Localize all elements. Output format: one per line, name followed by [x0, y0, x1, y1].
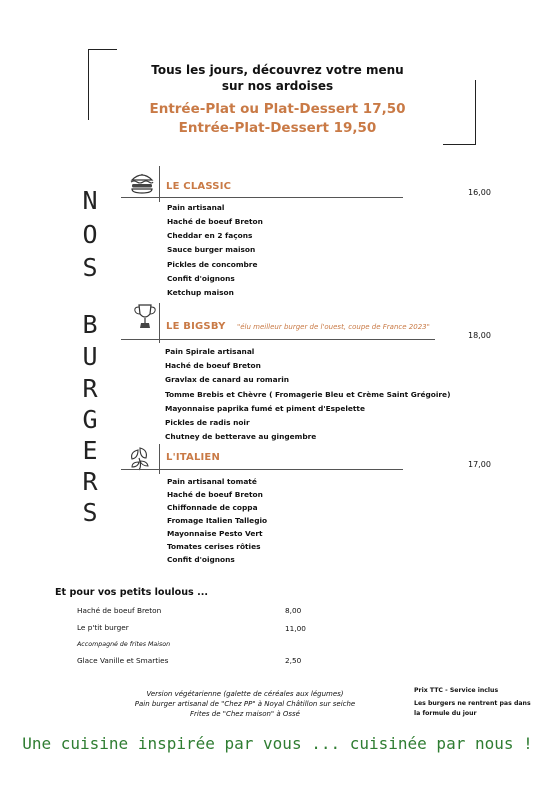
menu-item: Haché de boeuf Breton [167, 217, 263, 226]
price-info: Prix TTC - Service inclus [414, 687, 499, 694]
section-divider-vertical [159, 303, 160, 343]
menu-item: Mayonnaise Pesto Vert [167, 529, 263, 538]
footer-note-fries: Frites de "Chez maison" à Ossé [190, 710, 300, 718]
menu-item: Chutney de betterave au gingembre [165, 432, 317, 441]
vertical-title-letter: E [82, 436, 98, 465]
section-divider [121, 197, 403, 198]
kids-item-price: 11,00 [285, 624, 306, 633]
vertical-title-letter: S [82, 253, 98, 282]
footer-note-bread: Pain burger artisanal de "Chez PP" à Noyal Châtillon sur seiche [134, 700, 356, 708]
section-price: 17,00 [468, 460, 491, 469]
vertical-title-letter: B [82, 310, 98, 339]
footer-note-vegetarian: Version végétarienne (galette de céréales aux légumes) [146, 690, 344, 698]
menu-item: Ketchup maison [167, 288, 234, 297]
section-price: 18,00 [468, 331, 491, 340]
menu-item: Fromage Italien Tallegio [167, 516, 268, 525]
slogan: Une cuisine inspirée par vous ... cuisinée par nous ! [22, 734, 533, 753]
menu-item: Gravlax de canard au romarin [165, 375, 290, 384]
menu-item: Confit d'oignons [167, 555, 235, 564]
menu-item: Cheddar en 2 façons [167, 231, 253, 240]
menu-item: Haché de boeuf Breton [165, 361, 261, 370]
kids-item-label: Le p'tit burger [77, 623, 129, 632]
offer-line-2: Entrée-Plat-Dessert 19,50 [178, 120, 377, 136]
vertical-title-letter: R [82, 467, 98, 496]
burger-icon [128, 168, 156, 196]
vertical-title-letter: S [82, 498, 98, 527]
kids-item-price: 2,50 [285, 656, 302, 665]
menu-item: Pain artisanal [167, 203, 225, 212]
menu-item: Chiffonnade de coppa [167, 503, 258, 512]
vertical-title-letter: G [82, 405, 98, 434]
menu-item: Confit d'oignons [167, 274, 235, 283]
trophy-icon [132, 302, 160, 330]
vertical-title-letter: R [82, 374, 98, 403]
section-title: L'ITALIEN [166, 452, 221, 463]
section-tagline: "élu meilleur burger de l'ouest, coupe de France 2023" [237, 323, 430, 331]
section-title: LE CLASSIC [166, 181, 232, 192]
section-divider [121, 339, 435, 340]
header-line-1: Tous les jours, découvrez votre menu [151, 63, 404, 77]
section-price: 16,00 [468, 188, 491, 197]
section-divider [121, 469, 403, 470]
kids-item-label: Haché de boeuf Breton [77, 606, 162, 615]
section-title: LE BIGSBY [166, 321, 226, 332]
kids-item-price: 8,00 [285, 606, 302, 615]
formula-note-line-1: Les burgers ne rentrent pas dans [414, 700, 531, 707]
menu-item: Pickles de radis noir [165, 418, 250, 427]
menu-item: Haché de boeuf Breton [167, 490, 263, 499]
kids-item-label: Glace Vanille et Smarties [77, 656, 169, 665]
menu-item: Sauce burger maison [167, 245, 256, 254]
basil-leaf-icon [126, 444, 154, 472]
kids-menu-title: Et pour vos petits loulous ... [55, 587, 209, 598]
kids-item-note: Accompagné de frites Maison [77, 641, 171, 648]
formula-note-line-2: la formule du jour [414, 710, 477, 717]
menu-item: Pain artisanal tomaté [167, 477, 257, 486]
vertical-title-letter: O [82, 220, 98, 249]
offer-line-1: Entrée-Plat ou Plat-Dessert 17,50 [149, 101, 406, 117]
menu-item: Tomates cerises rôties [167, 542, 261, 551]
vertical-title-letter: U [82, 342, 98, 371]
menu-item: Tomme Brebis et Chèvre ( Fromagerie Bleu et Crème Saint Grégoire) [165, 390, 451, 399]
menu-item: Pickles de concombre [167, 260, 258, 269]
menu-item: Mayonnaise paprika fumé et piment d'Espelette [165, 404, 365, 413]
menu-item: Pain Spirale artisanal [165, 347, 255, 356]
vertical-title-letter: N [82, 186, 98, 215]
header-line-2: sur nos ardoises [221, 79, 334, 93]
